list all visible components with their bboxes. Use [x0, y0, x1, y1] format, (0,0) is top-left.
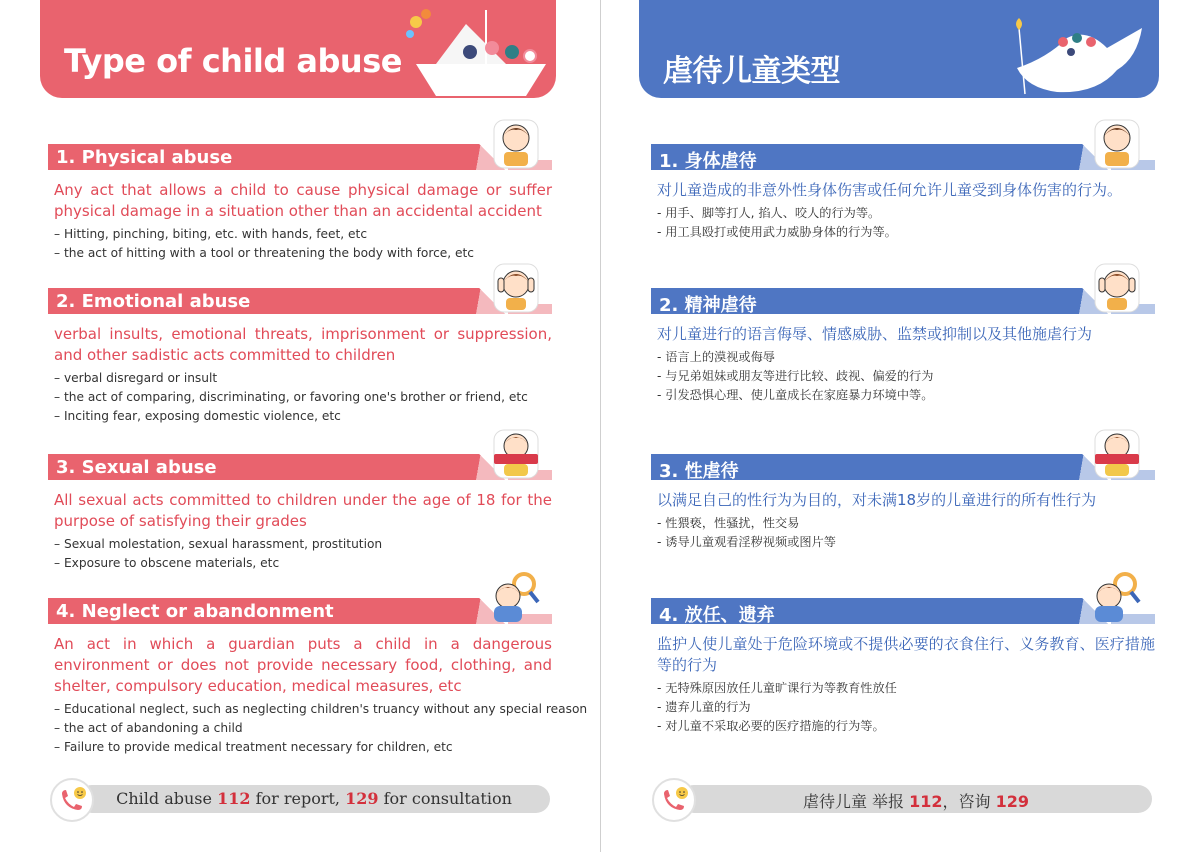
english-header: [40, 0, 556, 98]
section-description: 以满足自己的性行为为目的，对未满18岁的儿童进行的所有性行为: [657, 491, 1097, 509]
section-items: [54, 535, 560, 573]
section-heading: 2. Emotional abuse: [56, 291, 251, 312]
hotline-text: 虐待儿童 举报 112，咨询 129: [802, 792, 1030, 811]
section-description: verbal insults, emotional threats, imprisonment or suppression, and other sadistic acts committed to children: [54, 325, 552, 364]
section-heading: 1. Physical abuse: [56, 147, 233, 168]
section-description: 对儿童进行的语言侮辱、情感威胁、监禁或抑制以及其他施虐行为: [657, 325, 1093, 343]
section-emotional-abuse-cn: [651, 288, 1161, 405]
report-number: 112: [217, 789, 251, 808]
section-heading: 3. Sexual abuse: [56, 457, 217, 478]
list-item: - 用手、脚等打人, 掐人、咬人的行为等。: [657, 206, 881, 220]
list-item: - 无特殊原因放任儿童旷课行为等教育性放任: [657, 681, 897, 695]
section-items: [657, 679, 1161, 736]
section-heading: 4. 放任、遗弃: [659, 605, 775, 626]
phone-icon: [52, 780, 92, 820]
section-heading: 2. 精神虐待: [659, 295, 757, 316]
section-heading: 3. 性虐待: [659, 461, 739, 482]
child-avatar-icon: [488, 426, 544, 482]
section-sexual-abuse-cn: [651, 454, 1161, 552]
child-avatar-icon: [1089, 260, 1145, 316]
boat-illustration-icon: [396, 4, 556, 98]
section-items: [54, 369, 560, 426]
child-avatar-icon: [1089, 116, 1145, 172]
list-item: – the act of hitting with a tool or threatening the body with force, etc: [54, 246, 475, 260]
section-description: All sexual acts committed to children under the age of 18 for the purpose of satisfying their grades: [54, 491, 552, 530]
child-avatar-icon: [488, 260, 544, 316]
list-item: – Inciting fear, exposing domestic violence, etc: [54, 409, 341, 423]
list-item: – Educational neglect, such as neglecting children's truancy without any special reason: [54, 702, 588, 716]
consult-number: 129: [995, 792, 1030, 811]
section-physical-abuse: [48, 144, 560, 263]
list-item: – verbal disregard or insult: [54, 371, 218, 385]
child-avatar-icon: [1089, 426, 1145, 482]
chinese-header: [639, 0, 1159, 98]
list-item: - 引发恐惧心理、使儿童成长在家庭暴力环境中等。: [657, 388, 934, 402]
list-item: - 用工具殴打或使用武力威胁身体的行为等。: [657, 225, 897, 239]
report-number: 112: [909, 792, 943, 811]
list-item: - 性猥亵，性骚扰，性交易: [657, 516, 800, 530]
hotline-text: Child abuse 112 for report, 129 for consultation: [116, 789, 512, 808]
section-physical-abuse-cn: [651, 144, 1161, 242]
list-item: - 对儿童不采取必要的医疗措施的行为等。: [657, 719, 885, 733]
list-item: – Sexual molestation, sexual harassment, prostitution: [54, 537, 383, 551]
child-avatar-icon: [1085, 570, 1141, 626]
list-item: - 诱导儿童观看淫秽视频或图片等: [657, 535, 836, 549]
chinese-page: [600, 0, 1200, 852]
section-items: [54, 225, 560, 263]
list-item: – the act of comparing, discriminating, or favoring one's brother or friend, etc: [54, 390, 528, 404]
list-item: - 语言上的漠视或侮辱: [657, 350, 775, 364]
list-item: - 遗弃儿童的行为: [657, 700, 751, 714]
section-items: [657, 514, 1161, 552]
section-items: [54, 700, 588, 757]
consult-number: 129: [345, 789, 379, 808]
dove-illustration-icon: [1007, 8, 1147, 98]
list-item: - 与兄弟姐妹或朋友等进行比较、歧视、偏爱的行为: [657, 369, 934, 383]
section-heading: 1. 身体虐待: [659, 151, 757, 172]
list-item: – Failure to provide medical treatment necessary for children, etc: [54, 740, 453, 754]
section-description: 对儿童造成的非意外性身体伤害或任何允许儿童受到身体伤害的行为。: [657, 181, 1123, 199]
hotline-footer: [50, 778, 550, 822]
phone-icon: [654, 780, 694, 820]
page-title: 虐待儿童类型: [663, 54, 840, 89]
list-item: – the act of abandoning a child: [54, 721, 243, 735]
child-avatar-icon: [484, 570, 540, 626]
page-title: Type of child abuse: [64, 42, 402, 80]
section-description: 监护人使儿童处于危险环境或不提供必要的衣食住行、义务教育、医疗措施等的行为: [657, 635, 1155, 674]
section-items: [657, 348, 1161, 405]
section-emotional-abuse: [48, 288, 560, 426]
section-items: [657, 204, 1161, 242]
section-description: An act in which a guardian puts a child in a dangerous environment or does not provide necessary food, clothing, and shelter, compulsory education, medical measures, etc: [54, 635, 552, 695]
section-heading: 4. Neglect or abandonment: [56, 601, 334, 622]
list-item: – Exposure to obscene materials, etc: [54, 556, 280, 570]
section-sexual-abuse: [48, 454, 560, 573]
section-description: Any act that allows a child to cause physical damage or suffer physical damage in a situation other than an accidental accident: [54, 181, 552, 220]
child-avatar-icon: [488, 116, 544, 172]
list-item: – Hitting, pinching, biting, etc. with hands, feet, etc: [54, 227, 368, 241]
